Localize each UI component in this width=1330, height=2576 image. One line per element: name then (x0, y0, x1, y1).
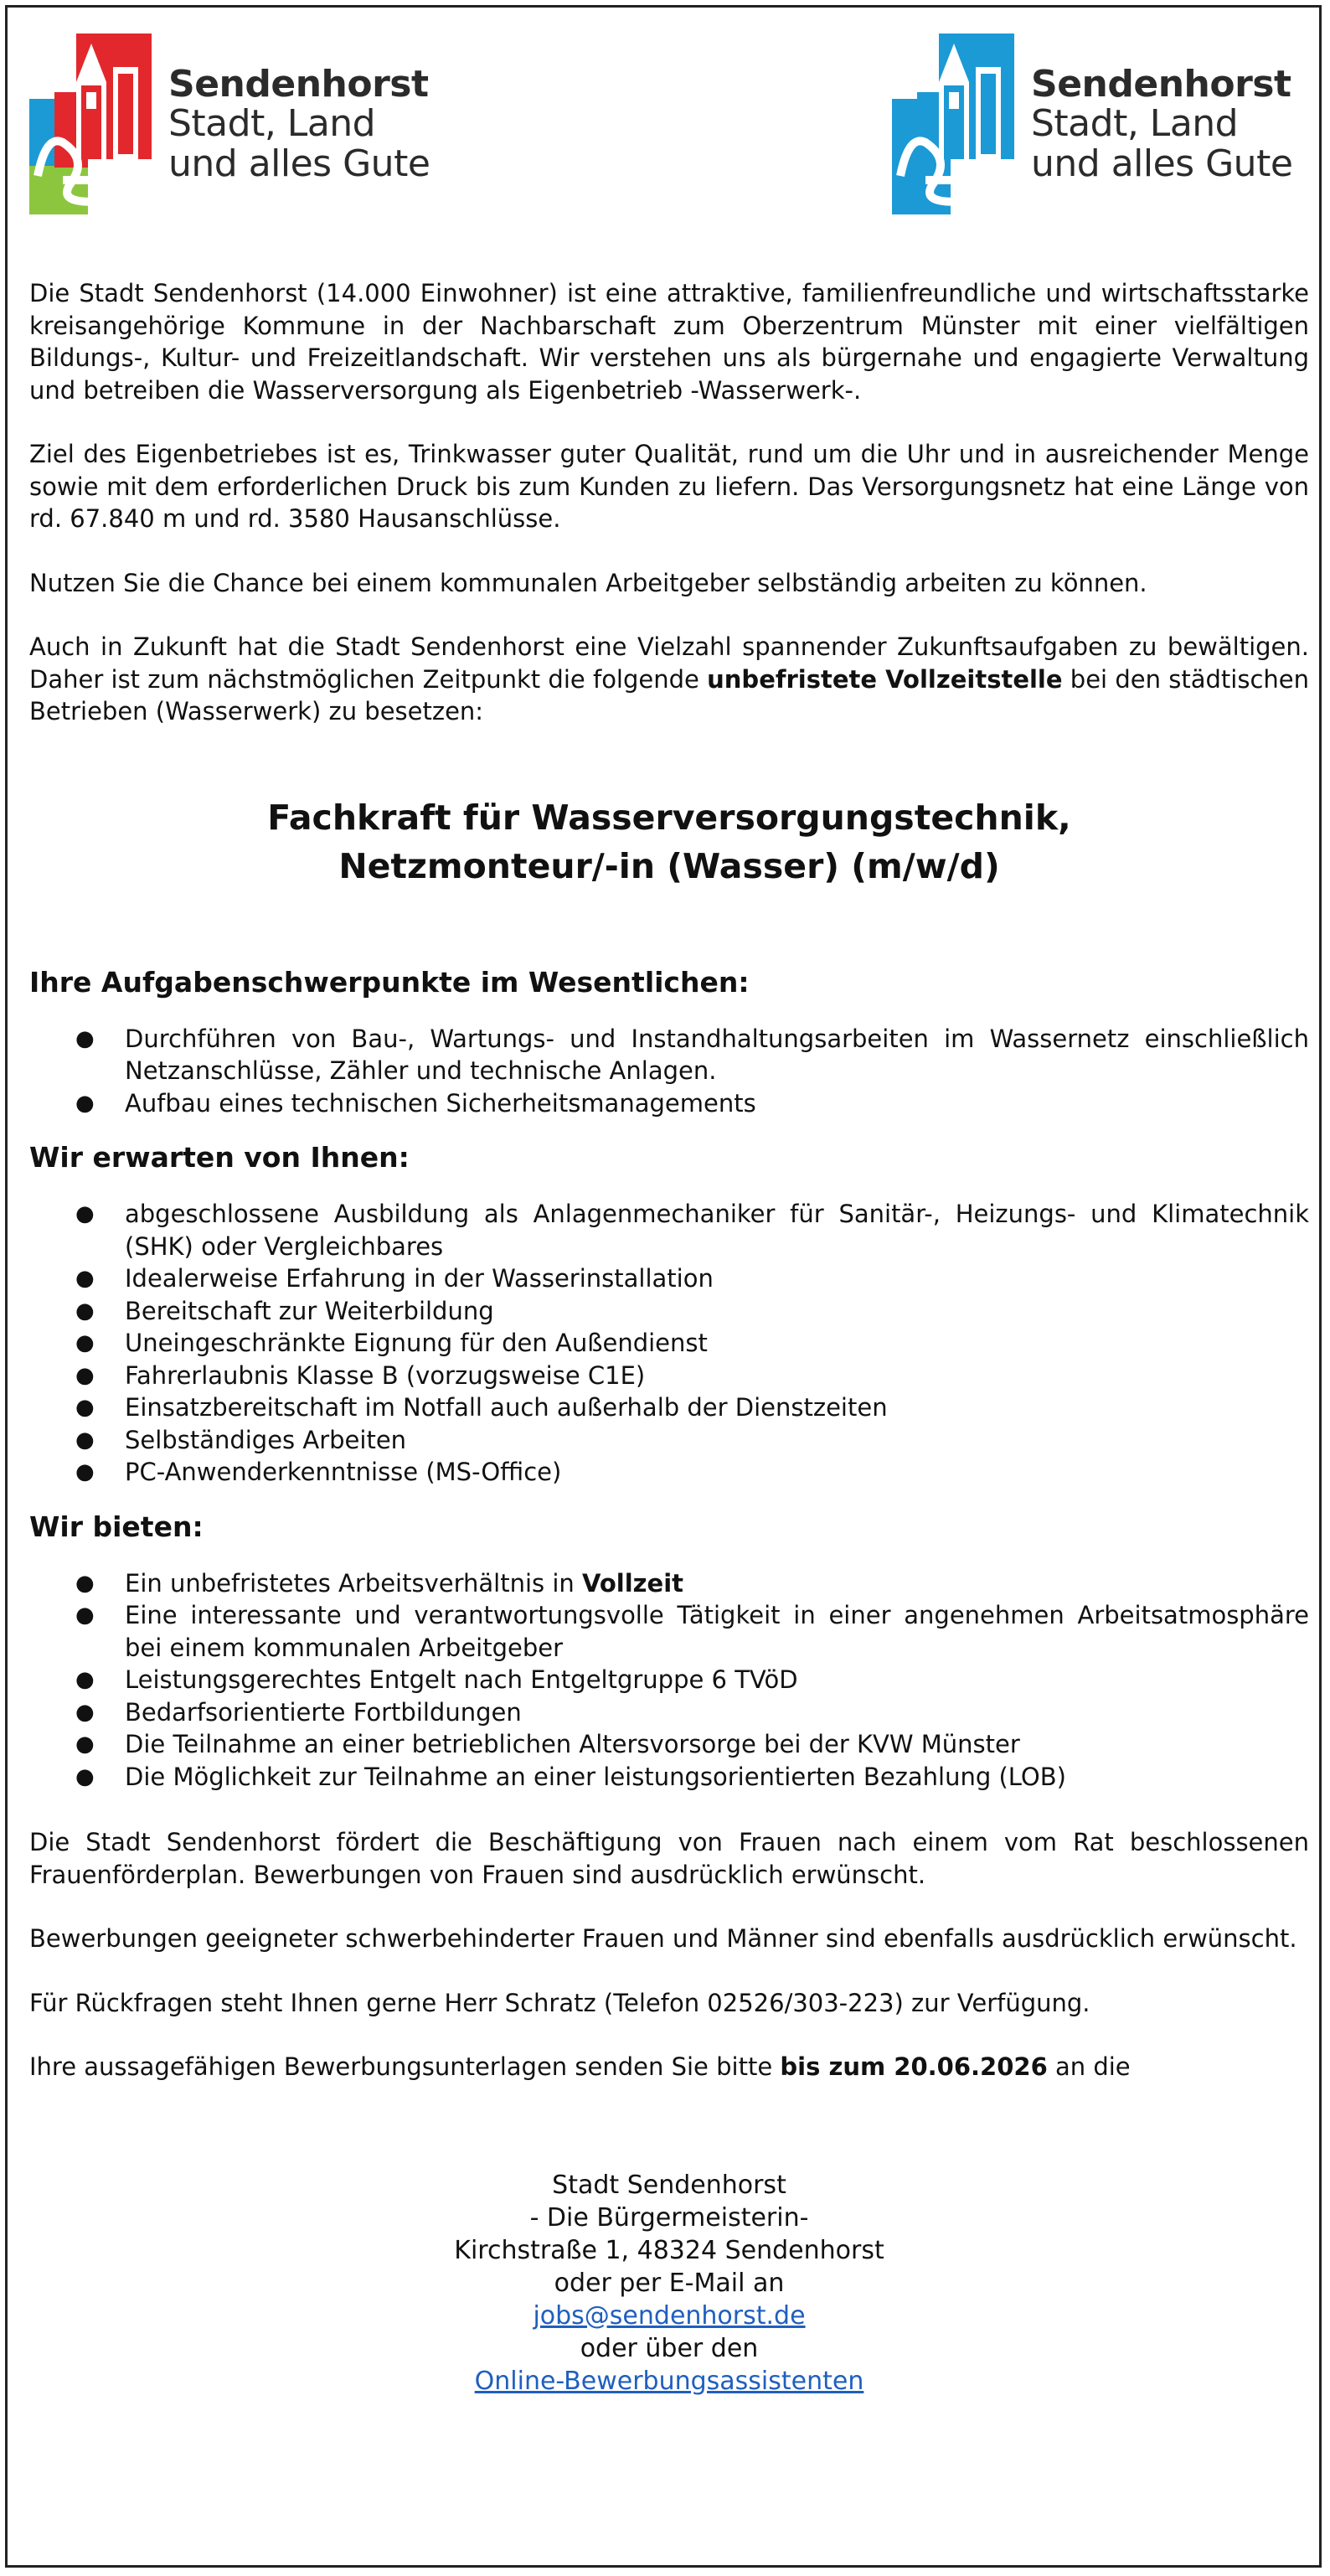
list-item-text: Die Teilnahme an einer betrieblichen Altersvorsorge bei der KVW Münster (125, 1730, 1020, 1758)
bullet-icon: ● (75, 1667, 95, 1692)
list-item (29, 1664, 1309, 1696)
list-item (29, 1023, 1309, 1087)
sendenhorst-emblem-blue-icon (892, 34, 1014, 214)
bullet-icon: ● (75, 1459, 95, 1484)
bullet-icon: ● (75, 1266, 95, 1291)
logo-line-3: und alles Gute (168, 142, 430, 185)
tasks-heading: Ihre Aufgabenschwerpunkte im Wesentlichen: (29, 965, 750, 999)
list-item-text: Durchführen von Bau-, Wartungs- und Instandhaltungsarbeiten im Wassernetz einschließlich Netzanschlüsse, Zähler und technische Anlagen. (125, 1024, 1309, 1085)
contact-line-3: Kirchstraße 1, 48324 Sendenhorst (454, 2235, 884, 2265)
intro-p4-text-after: bei den städtischen Betrieben (Wasserwerk) zu besetzen: (29, 664, 1310, 725)
list-item-text: Uneingeschränkte Eignung für den Außendienst (125, 1329, 708, 1357)
list-item (29, 1761, 1309, 1794)
list-item-text: abgeschlossene Ausbildung als Anlagenmechaniker für Sanitär-, Heizungs- und Klimatechnik (SHK) oder Vergleichbares (125, 1200, 1309, 1261)
list-item-text: PC-Anwenderkenntnisse (MS-Office) (125, 1458, 562, 1486)
bullet-icon: ● (75, 1427, 95, 1453)
closing-p4-text: Ihre aussagefähigen Bewerbungsunterlagen senden Sie bitte (29, 2052, 781, 2081)
closing-paragraph-2: Bewerbungen geeigneter schwerbehinderter Frauen und Männer sind ebenfalls ausdrücklich erwünscht. (29, 1924, 1297, 1953)
list-item (29, 1391, 1309, 1424)
logo-line-3: und alles Gute (1031, 142, 1293, 185)
logo-line-2: Stadt, Land (1031, 102, 1239, 146)
closing-paragraph-1: Die Stadt Sendenhorst fördert die Beschäftigung von Frauen nach einem vom Rat beschlossenen Frauenförderplan. Bewerbungen von Frauen sind ausdrücklich erwünscht. (29, 1828, 1309, 1889)
list-item (29, 1262, 1309, 1295)
document-frame (5, 5, 1322, 2568)
online-application-link[interactable]: Online-Bewerbungsassistenten (474, 2366, 864, 2396)
intro-paragraph-2: Ziel des Eigenbetriebes ist es, Trinkwasser guter Qualität, rund um die Uhr und in ausreichender Menge sowie mit dem erforderlichen Druck bis zum Kunden zu liefern. Das Versorgungsnetz hat eine Länge von rd. 67.840 m und rd. 3580 Hausanschlüsse. (29, 440, 1309, 533)
list-item (29, 1198, 1309, 1262)
contact-line-1: Stadt Sendenhorst (552, 2170, 786, 2200)
contact-line-2: - Die Bürgermeisterin- (529, 2202, 809, 2233)
job-title-line-2: Netzmonteur/-in (Wasser) (m/w/d) (338, 845, 1000, 886)
document-body (29, 277, 1309, 2398)
bullet-icon: ● (75, 1201, 95, 1226)
expect-list (29, 1198, 1309, 1489)
logo-color (29, 28, 430, 220)
contact-line-5: oder über den (580, 2333, 759, 2363)
bullet-icon: ● (75, 1395, 95, 1420)
bullet-icon: ● (75, 1330, 95, 1355)
bullet-icon: ● (75, 1362, 95, 1388)
logo-text (168, 62, 430, 185)
bullet-icon: ● (75, 1570, 95, 1596)
closing-paragraph-4 (29, 2051, 1309, 2083)
list-item-text: Bedarfsorientierte Fortbildungen (125, 1697, 522, 1727)
closing-paragraph-3: Für Rückfragen steht Ihnen gerne Herr Schratz (Telefon 02526/303-223) zur Verfügung. (29, 1988, 1090, 2017)
intro-paragraph-1: Die Stadt Sendenhorst (14.000 Einwohner) ist eine attraktive, familienfreundliche und wirtschaftsstarke kreisangehörige Kommune in der Nachbarschaft zum Oberzentrum Münster mit einer vielfältigen Bildungs-, Kultur- und Freizeitlandschaft. Wir verstehen uns als bürgernahe und engagierte Verwaltung und betreiben die Wasserversorgung als Eigenbetrieb -Wasserwerk-. (29, 279, 1309, 405)
bullet-icon: ● (75, 1603, 95, 1628)
list-item (29, 1327, 1309, 1360)
list-item (29, 1360, 1309, 1392)
bullet-icon: ● (75, 1025, 95, 1051)
tasks-list (29, 1023, 1309, 1120)
intro (29, 277, 1309, 728)
bullet-icon: ● (75, 1298, 95, 1324)
list-item-bold: Vollzeit (582, 1568, 684, 1598)
list-item-text: Selbständiges Arbeiten (125, 1425, 407, 1454)
list-item-text: Idealerweise Erfahrung in der Wasserinstallation (125, 1264, 714, 1293)
list-item-text: Ein unbefristetes Arbeitsverhältnis in (125, 1568, 583, 1598)
logo-line-1: Sendenhorst (1031, 62, 1291, 106)
sendenhorst-emblem-color-icon (29, 34, 152, 214)
logo-text (1031, 62, 1293, 185)
list-item-text: Die Möglichkeit zur Teilnahme an einer leistungsorientierten Bezahlung (LOB) (125, 1762, 1066, 1791)
list-item (29, 1295, 1309, 1328)
closing-p4-deadline: bis zum 20.06.2026 (780, 2052, 1048, 2081)
logo-blue (892, 28, 1292, 220)
closing (29, 1826, 1309, 2083)
contact-block (29, 2169, 1309, 2398)
list-item (29, 1567, 1309, 1600)
list-item (29, 1456, 1309, 1489)
intro-p4-text: Auch in Zukunft hat die Stadt Sendenhorst eine Vielzahl spannender Zukunftsaufgaben zu bewältigen. Daher ist zum nächstmöglichen Zeitpunkt die folgende (29, 632, 1309, 694)
offer-heading: Wir bieten: (29, 1510, 204, 1543)
list-item-text: Einsatzbereitschaft im Notfall auch außerhalb der Dienstzeiten (125, 1393, 888, 1422)
list-item-text: Leistungsgerechtes Entgelt nach Entgeltgruppe 6 TVöD (125, 1665, 798, 1694)
bullet-icon: ● (75, 1763, 95, 1789)
offer-list (29, 1567, 1309, 1794)
list-item (29, 1728, 1309, 1761)
bullet-icon: ● (75, 1090, 95, 1116)
list-item-text: Fahrerlaubnis Klasse B (vorzugsweise C1E) (125, 1360, 646, 1390)
bullet-icon: ● (75, 1699, 95, 1725)
logo-line-1: Sendenhorst (168, 62, 429, 106)
list-item-text: Eine interessante und verantwortungsvolle Tätigkeit in einer angenehmen Arbeitsatmosphäre bei einem kommunalen Arbeitgeber (125, 1601, 1309, 1662)
bullet-icon: ● (75, 1732, 95, 1757)
list-item (29, 1424, 1309, 1457)
list-item-text: Bereitschaft zur Weiterbildung (125, 1296, 494, 1325)
intro-p4-bold: unbefristete Vollzeitstelle (707, 664, 1063, 694)
closing-p4-text-after: an die (1047, 2052, 1131, 2081)
contact-line-4: oder per E-Mail an (554, 2268, 785, 2298)
list-item (29, 1696, 1309, 1729)
intro-paragraph-3: Nutzen Sie die Chance bei einem kommunalen Arbeitgeber selbständig arbeiten zu können. (29, 568, 1147, 597)
list-item (29, 1599, 1309, 1664)
list-item-text: Aufbau eines technischen Sicherheitsmanagements (125, 1088, 756, 1118)
intro-paragraph-4 (29, 631, 1309, 728)
expect-heading: Wir erwarten von Ihnen: (29, 1141, 410, 1174)
email-link[interactable]: jobs@sendenhorst.de (533, 2300, 806, 2331)
logo-line-2: Stadt, Land (168, 102, 376, 146)
list-item (29, 1087, 1309, 1120)
job-title-line-1: Fachkraft für Wasserversorgungstechnik, (267, 797, 1071, 838)
